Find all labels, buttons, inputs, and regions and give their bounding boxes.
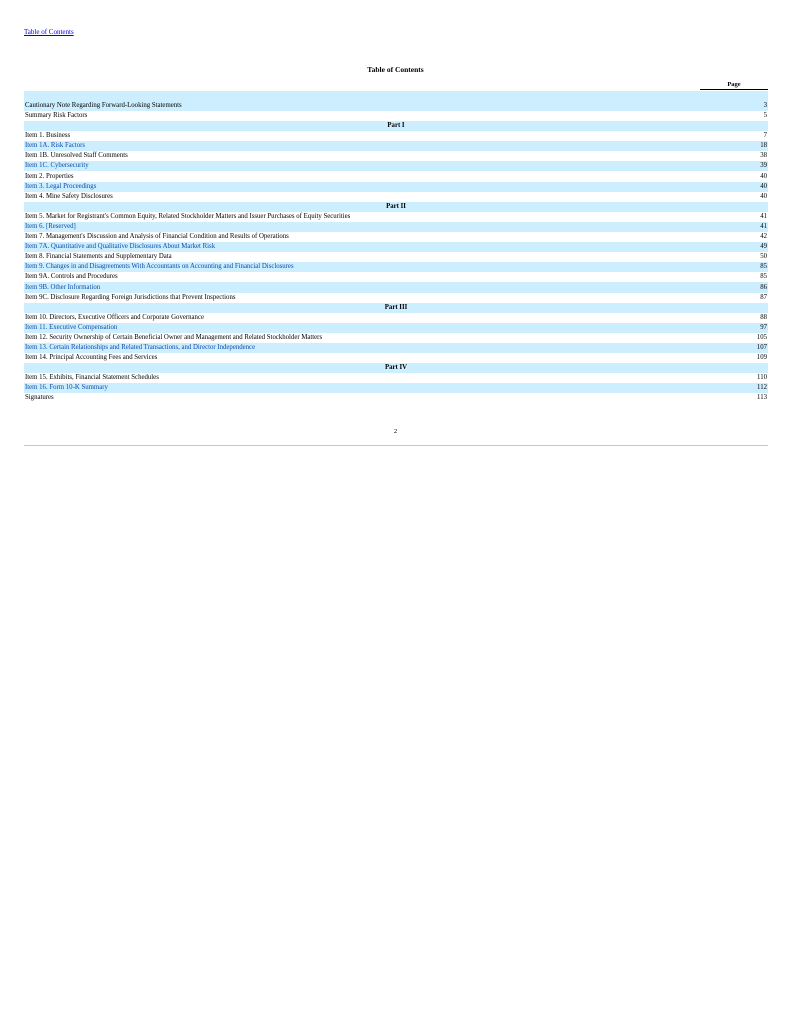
page-number: 2 [393,428,398,435]
toc-entry-label[interactable]: Item 3. Legal Proceedings [25,182,97,190]
toc-entry [24,232,768,242]
toc-entry-label[interactable]: Item 9. Changes in and Disagreements With Accountants on Accounting and Financial Disclosures [25,263,294,271]
toc-entry [24,171,768,181]
toc-entry-page: 18 [760,142,767,150]
toc-entry-page: 41 [760,212,767,220]
toc-entry-label: Cautionary Note Regarding Forward-Looking Statements [25,102,182,109]
toc-entry-page: 97 [760,323,767,331]
toc-entry[interactable] [24,242,768,252]
toc-entry [24,212,768,222]
toc-entry-page: 85 [760,263,767,271]
toc-entry-label: Item 10. Directors, Executive Officers and Corporate Governance [25,313,204,321]
toc-entry-label: Item 12. Security Ownership of Certain Beneficial Owner and Management and Related Stockholder Matters [25,333,323,341]
toc-entry-label: Item 14. Principal Accounting Fees and Services [25,354,158,362]
part-heading: Part I [24,121,768,131]
page-divider [24,445,768,446]
toc-entry-label: Item 1. Business [25,132,71,140]
toc-entry [24,373,768,383]
page-title: Table of Contents [367,65,424,74]
toc-entry-label: Item 15. Exhibits, Financial Statement Schedules [25,374,159,382]
toc-entry [24,252,768,262]
toc-table [24,80,768,403]
toc-entry-page: 40 [760,172,767,180]
part-heading: Part II [24,202,768,212]
toc-entry-label: Item 8. Financial Statements and Supplementary Data [25,253,172,261]
toc-entry-label: Item 5. Market for Registrant's Common Equity, Related Stockholder Matters and Issuer Purchases of Equity Securities [25,212,351,220]
toc-entry-label: Signatures [25,394,54,402]
toc-entry [24,272,768,282]
toc-entry-page: 39 [760,162,767,170]
toc-entry-page: 40 [760,192,767,200]
toc-entry-page: 50 [760,253,767,261]
toc-entry-page: 49 [760,243,767,251]
page-column-header [24,80,768,90]
part-heading: Part IV [24,363,768,373]
toc-entry-label[interactable]: Item 13. Certain Relationships and Related Transactions, and Director Independence [25,343,256,351]
toc-entry-label: Item 1B. Unresolved Staff Comments [25,152,128,160]
toc-rows [24,91,768,403]
toc-entry-page: 42 [760,233,767,241]
toc-entry[interactable] [24,262,768,272]
toc-entry [24,151,768,161]
toc-entry-label: Summary Risk Factors [25,112,88,120]
toc-entry-page: 87 [760,293,767,301]
toc-entry-label[interactable]: Item 1C. Cybersecurity [25,162,89,170]
toc-entry-page: 85 [760,273,767,281]
toc-entry-label: Item 7. Management's Discussion and Analysis of Financial Condition and Results of Operations [25,233,289,241]
toc-entry [24,192,768,202]
toc-entry[interactable] [24,141,768,151]
toc-entry-label[interactable]: Item 6. [Reserved] [25,222,76,230]
toc-entry-page: 113 [757,394,767,402]
toc-entry-page: 112 [757,384,767,392]
toc-entry-label: Item 2. Properties [25,172,74,180]
toc-entry [24,111,768,121]
toc-entry-page: 40 [760,182,767,190]
toc-entry-label[interactable]: Item 1A. Risk Factors [25,142,86,150]
part-heading: Part III [24,303,768,313]
toc-entry-label[interactable]: Item 9B. Other Information [25,283,101,291]
toc-entry[interactable] [24,161,768,171]
page-column-header-label: Page [700,80,768,90]
toc-entry-label[interactable]: Item 7A. Quantitative and Qualitative Disclosures About Market Risk [25,243,216,251]
toc-entry-page: 38 [760,152,767,160]
toc-entry-page: 5 [763,112,767,120]
toc-entry[interactable] [24,383,768,393]
toc-entry-label[interactable]: Item 16. Form 10-K Summary [25,384,108,392]
toc-entry-page: 107 [756,343,767,351]
toc-entry-page: 88 [760,313,767,321]
toc-entry-page: 109 [756,354,767,362]
toc-entry-page: 86 [760,283,767,291]
toc-entry-label[interactable]: Item 11. Executive Compensation [25,323,118,331]
toc-entry-label: Item 9A. Controls and Procedures [25,273,118,281]
toc-entry [24,333,768,343]
toc-entry [24,313,768,323]
toc-entry[interactable] [24,282,768,292]
toc-entry[interactable] [24,323,768,333]
toc-entry [24,293,768,303]
table-of-contents-link[interactable]: Table of Contents [24,28,74,36]
toc-entry-label: Item 9C. Disclosure Regarding Foreign Jurisdictions that Prevent Inspections [25,293,236,301]
toc-entry [24,131,768,141]
toc-entry [24,91,768,111]
toc-entry-page: 3 [763,102,767,109]
toc-entry-page: 110 [757,374,767,382]
toc-entry-page: 7 [763,132,767,140]
toc-entry [24,353,768,363]
toc-entry-label: Item 4. Mine Safety Disclosures [25,192,113,200]
toc-entry[interactable] [24,343,768,353]
toc-entry[interactable] [24,222,768,232]
toc-entry-page: 41 [760,222,767,230]
toc-entry-page: 105 [756,333,767,341]
toc-entry [24,393,768,403]
toc-entry[interactable] [24,182,768,192]
